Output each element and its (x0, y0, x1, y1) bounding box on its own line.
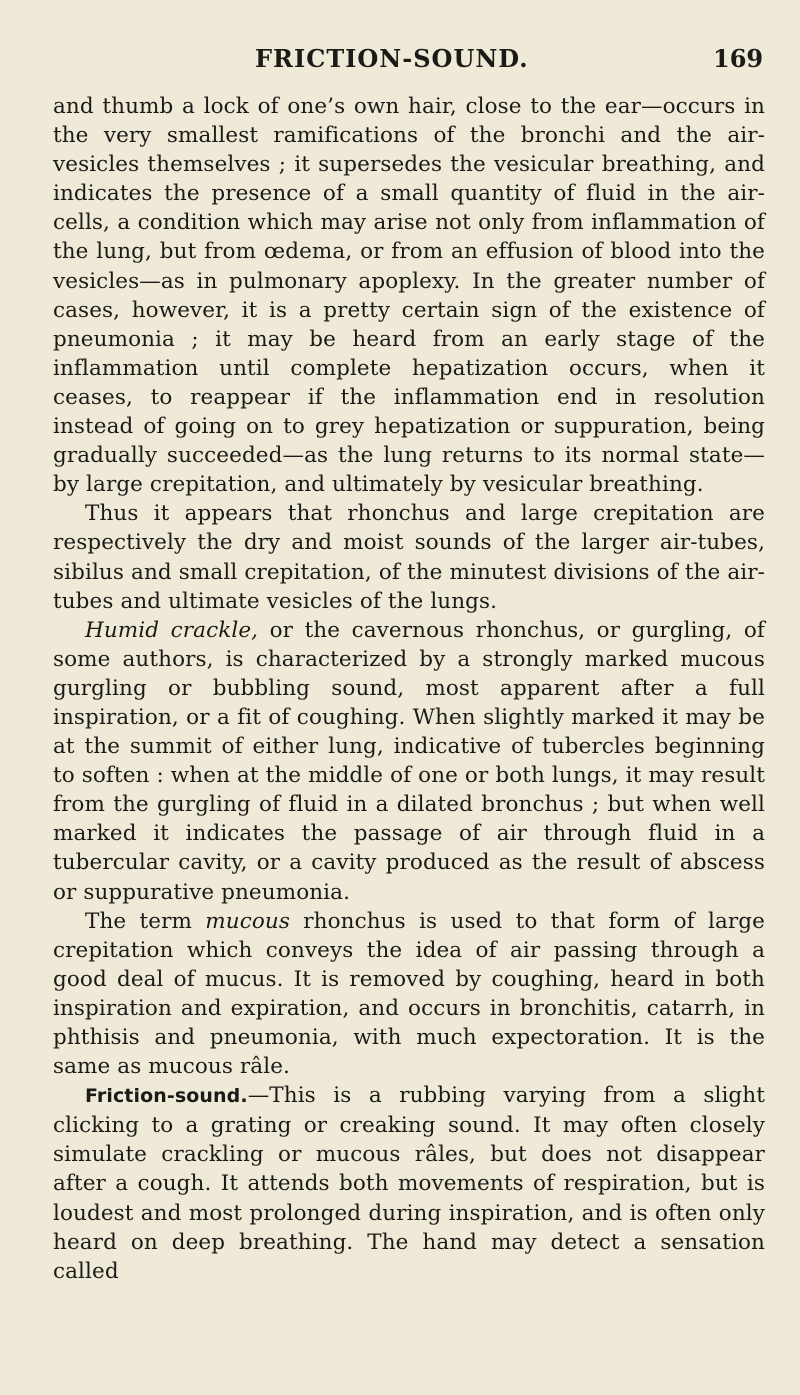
paragraph-continuation (53, 92, 765, 499)
paragraph-humid-crackle (53, 616, 765, 907)
paragraph-text: and thumb a lock of one’s own hair, close to the ear—occurs in the very smallest ramifications of the bronchi and the air-vesicles themselves ; it supersedes the vesicular breathing, and indicates the presence of a small quantity of fluid in the air-cells, a condition which may arise not only from inflammation of the lung, but from œdema, or from an effusion of blood into the vesicles—as in pulmonary apoplexy. In the greater number of cases, however, it is a pretty certain sign of the existence of pneumonia ; it may be heard from an early stage of the inflammation until complete hepatization occurs, when it ceases, to reappear if the inflammation end in resolution instead of going on to grey hepatization or suppuration, being gradually succeeded—as the lung returns to its normal state—by large crepitation, and ultimately by vesicular breathing. (53, 94, 765, 498)
running-head (0, 44, 800, 78)
heading-friction-sound: Friction-sound. (85, 1085, 248, 1108)
paragraph-text: rhonchus is used to that form of large crepitation which conveys the idea of air passing through a good deal of mucus. It is removed by coughing, heard in both inspiration and expiration, and occurs in bronchitis, catarrh, in phthisis and pneumonia, with much expectoration. It is the same as mucous râle. (53, 908, 765, 1080)
paragraph-summary (53, 499, 765, 615)
paragraph-text: or the cavernous rhonchus, or gurgling, of some authors, is characterized by a strongly marked mucous gurgling or bubbling sound, most apparent after a full inspiration, or a fit of coughing. When slightly marked it may be at the summit of either lung, indicative of tubercles beginning to soften : when at the middle of one or both lungs, it may result from the gurgling of fluid in a dilated bronchus ; but when well marked it indicates the passage of air through fluid in a tubercular cavity, or a cavity produced as the result of abscess or suppurative pneumonia. (53, 617, 765, 905)
paragraph-text: —This is a rubbing varying from a slight clicking to a grating or creaking sound. It may often closely simulate crackling or mucous râles, but does not disappear after a cough. It attends both movements of respiration, but is loudest and most prolonged during inspiration, and is often only heard on deep breathing. The hand may detect a sensation called (53, 1083, 765, 1284)
page-number: 169 (713, 44, 764, 73)
term-mucous: mucous (205, 908, 290, 934)
paragraph-intro: The term (85, 908, 206, 934)
paragraph-friction-sound (53, 1081, 765, 1286)
term-humid-crackle: Humid crackle, (85, 617, 259, 643)
body-text (53, 92, 765, 1286)
running-title: FRICTION-SOUND. (255, 44, 529, 73)
paragraph-mucous-rhonchus (53, 907, 765, 1082)
paragraph-text: Thus it appears that rhonchus and large crepitation are respectively the dry and moist sounds of the larger air-tubes, sibilus and small crepitation, of the minutest divisions of the air-tubes and ultimate vesicles of the lungs. (53, 501, 765, 614)
